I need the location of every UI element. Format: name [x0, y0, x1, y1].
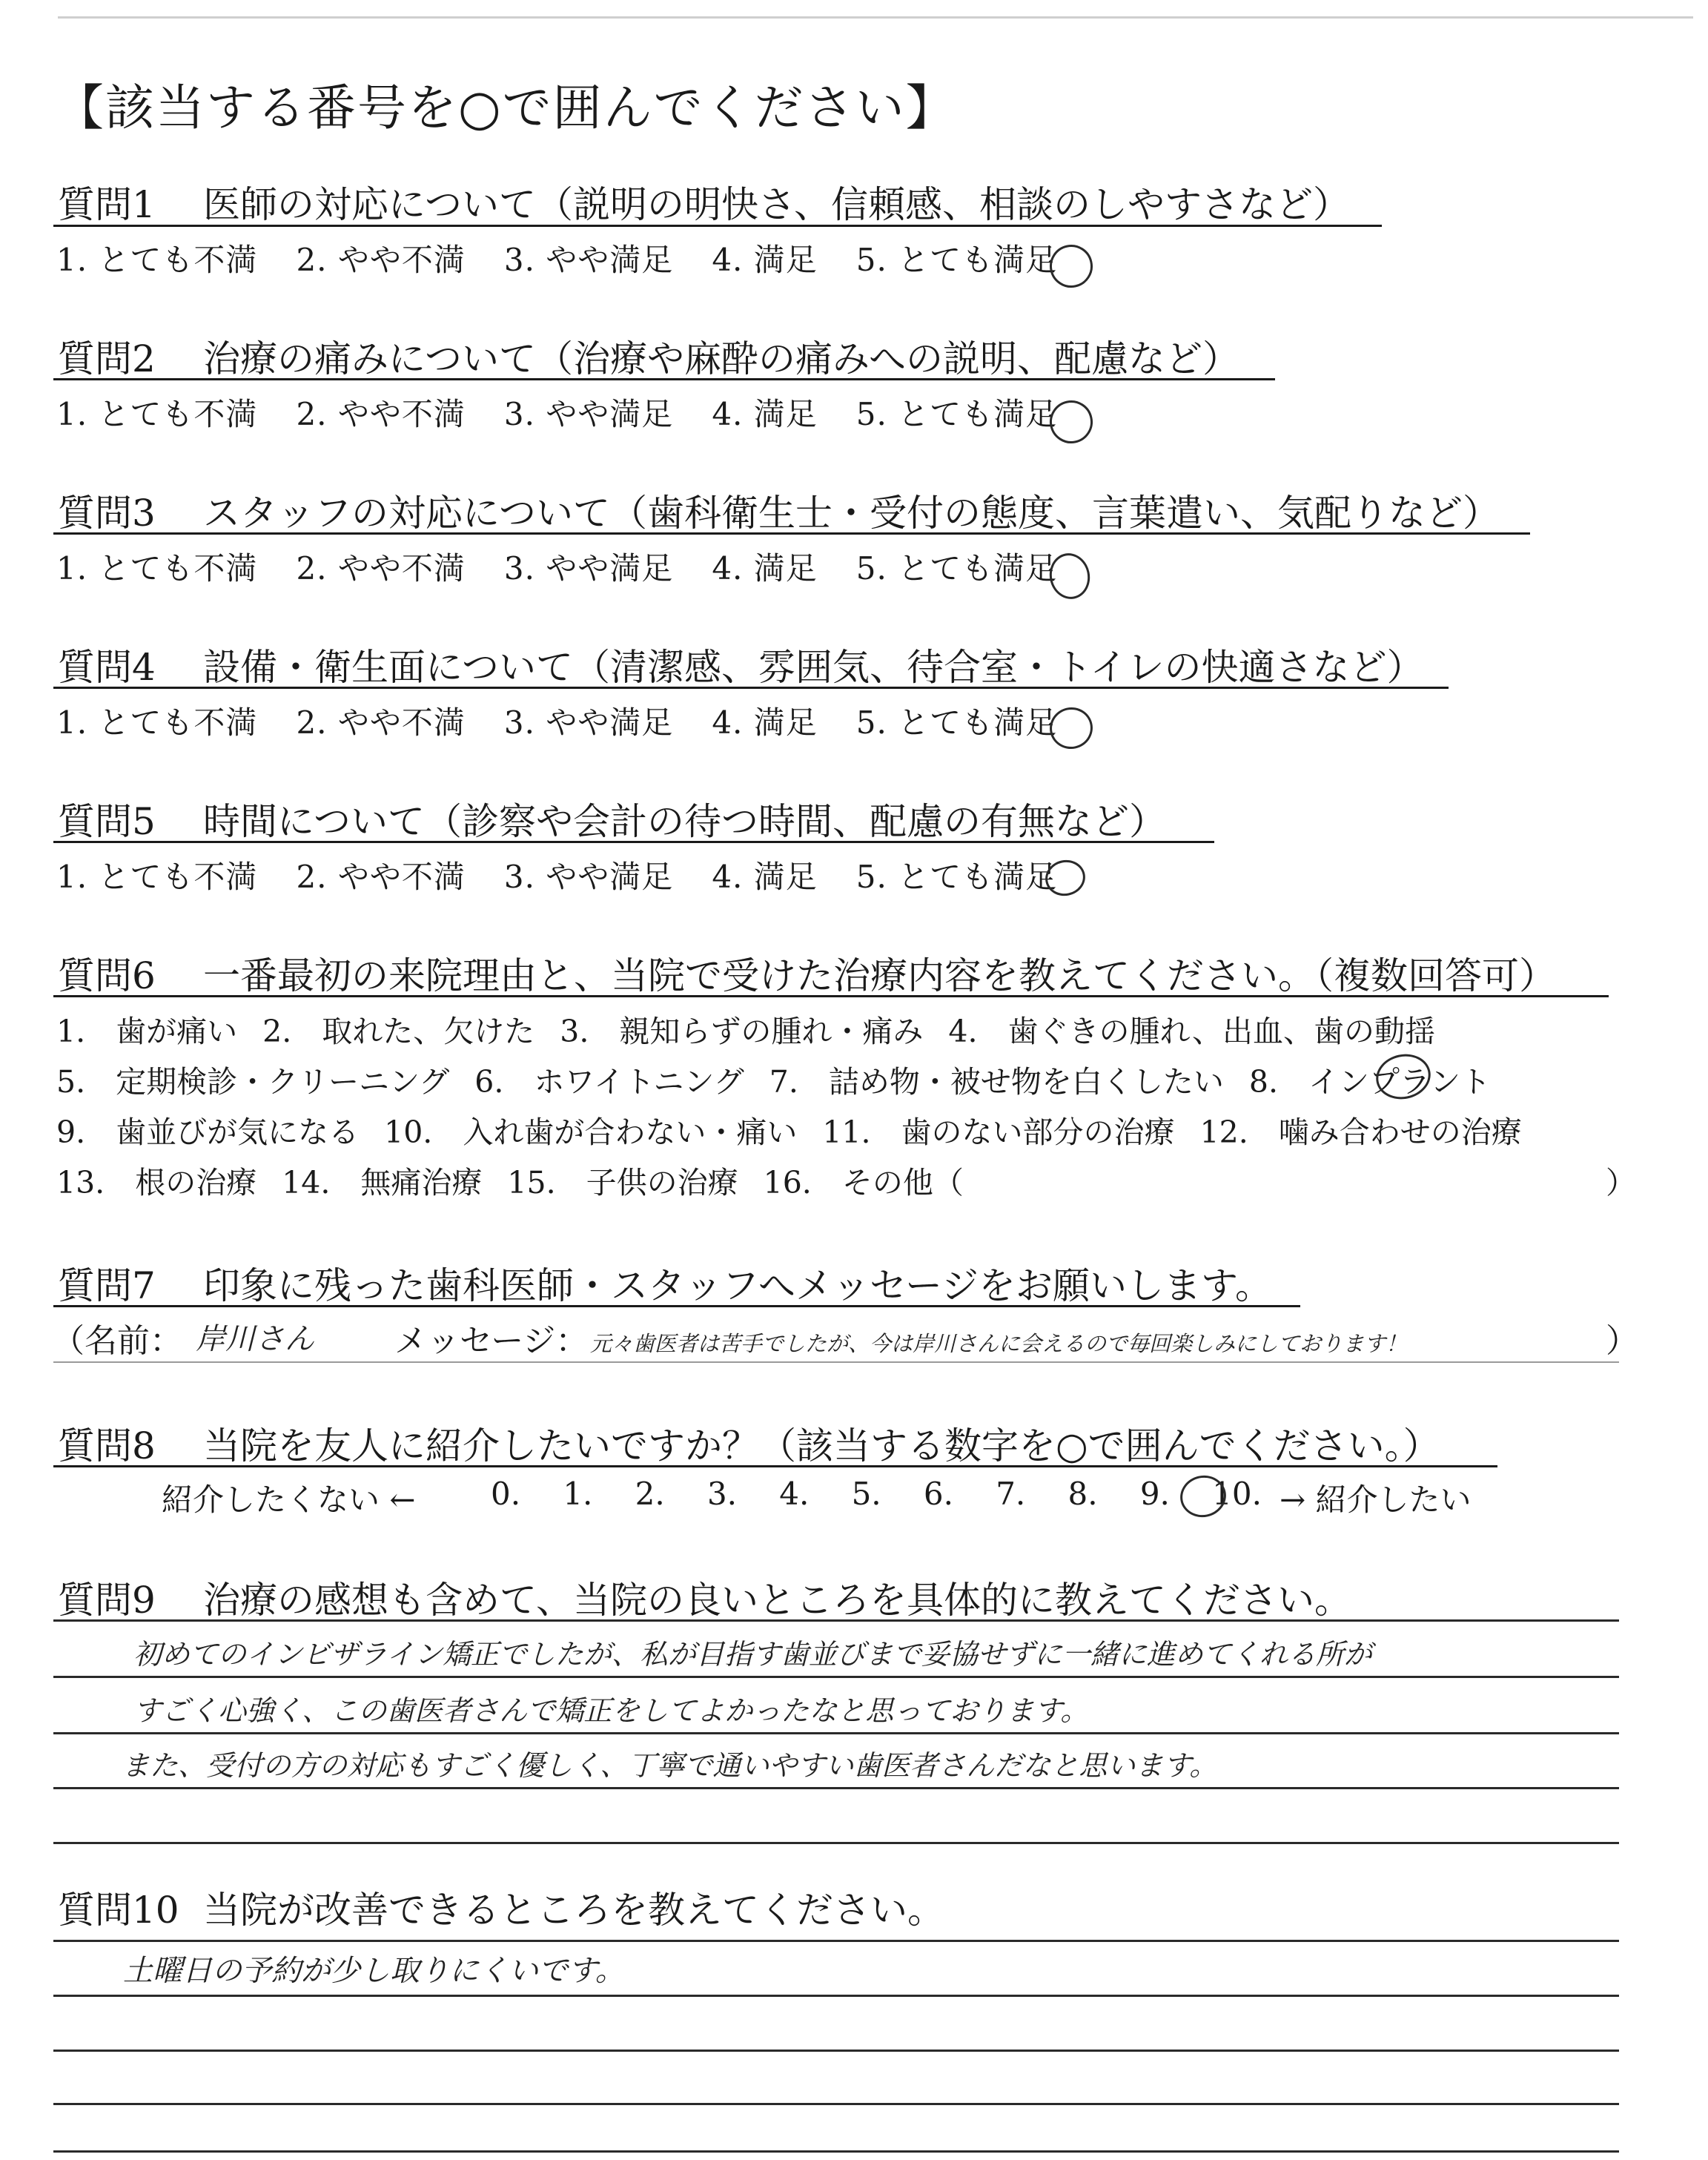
option-3[interactable]: 3. やや満足 [503, 859, 674, 895]
scan-top-edge [58, 16, 1693, 19]
option-1[interactable]: 1. とても不満 [56, 550, 258, 587]
reason-option[interactable]: 14. 無痛治療 [282, 1165, 483, 1200]
question-2-number: 質問2 [58, 337, 156, 380]
option-3[interactable]: 3. やや満足 [503, 242, 674, 278]
question-9-text: 治療の感想も含めて、当院の良いところを具体的に教えてください。 [203, 1579, 1351, 1622]
option-5[interactable]: 5. とても満足 [855, 704, 1058, 741]
name-handwritten[interactable]: 岸川さん [196, 1322, 314, 1356]
answer-line [53, 1619, 1619, 1622]
question-5-number: 質問5 [58, 800, 156, 843]
message-close-paren: ） [1606, 1322, 1638, 1360]
question-6-text: 一番最初の来院理由と、当院で受けた治療内容を教えてください。（複数回答可） [203, 954, 1556, 997]
question-7 [58, 1256, 1272, 1309]
question-6-underline [53, 995, 1609, 997]
question-1-options [56, 236, 1096, 280]
message-line [53, 1361, 1619, 1363]
question-3-text: スタッフの対応について（歯科衛生士・受付の態度、言葉遣い、気配りなど） [203, 492, 1500, 535]
question-1-underline [53, 225, 1382, 227]
question-4-number: 質問4 [58, 646, 156, 689]
option-2[interactable]: 2. やや不満 [296, 704, 466, 741]
reason-option[interactable]: 4. 歯ぐきの腫れ、出血、歯の動揺 [948, 1014, 1435, 1049]
question-1 [58, 175, 1350, 228]
question-1-text: 医師の対応について（説明の明快さ、信頼感、相談のしやすさなど） [203, 183, 1350, 226]
question-5-options [56, 853, 1096, 897]
question-5 [58, 792, 1166, 845]
question-7-underline [53, 1305, 1300, 1307]
question-3 [58, 483, 1500, 537]
question-9-number: 質問9 [58, 1579, 156, 1622]
good-points-line-3[interactable]: また、受付の方の対応もすごく優しく、丁寧で通いやすい歯医者さんだなと思います。 [122, 1749, 1218, 1782]
option-1[interactable]: 1. とても不満 [56, 242, 258, 278]
question-4 [58, 638, 1424, 691]
option-1[interactable]: 1. とても不満 [56, 859, 258, 895]
reason-option[interactable]: 8. インプラント [1248, 1064, 1491, 1100]
question-10-number: 質問10 [58, 1889, 179, 1932]
question-6-row-2 [56, 1057, 1516, 1101]
reason-option[interactable]: 5. 定期検診・クリーニング [56, 1064, 450, 1100]
question-7-number: 質問7 [58, 1264, 156, 1307]
option-2[interactable]: 2. やや不満 [296, 550, 466, 587]
question-5-text: 時間について（診察や会計の待つ時間、配慮の有無など） [203, 800, 1166, 843]
option-5[interactable]: 5. とても満足 [855, 396, 1058, 432]
scale-value[interactable]: 6. [923, 1476, 953, 1512]
question-4-underline [53, 687, 1449, 689]
question-2 [58, 329, 1239, 383]
option-5[interactable]: 5. とても満足 [855, 550, 1058, 587]
question-4-text: 設備・衛生面について（清潔感、雰囲気、待合室・トイレの快適さなど） [203, 646, 1424, 689]
question-8-number: 質問8 [58, 1424, 156, 1467]
reason-option[interactable]: 10. 入れ歯が合わない・痛い [384, 1114, 798, 1150]
question-2-underline [53, 378, 1275, 380]
option-5[interactable]: 5. とても満足 [855, 859, 1058, 895]
question-5-underline [53, 841, 1214, 843]
question-3-options [56, 544, 1096, 589]
question-8-text: 当院を友人に紹介したいですか？（該当する数字を○で囲んでください。） [203, 1424, 1440, 1467]
reason-option[interactable]: 1. 歯が痛い [56, 1014, 238, 1049]
question-6 [58, 946, 1556, 1000]
scale-value[interactable]: 3. [706, 1476, 738, 1512]
question-6-row-4 [56, 1158, 989, 1202]
option-2[interactable]: 2. やや不満 [296, 242, 466, 278]
question-4-options [56, 698, 1096, 743]
option-2[interactable]: 2. やや不満 [296, 859, 466, 895]
answer-line [53, 1676, 1619, 1678]
scale-value[interactable]: 4. [779, 1476, 810, 1512]
scale-right-label: → 紹介したい [1280, 1482, 1472, 1518]
option-5[interactable]: 5. とても満足 [855, 242, 1058, 278]
reason-option[interactable]: 7. 詰め物・被せ物を白くしたい [769, 1064, 1224, 1100]
reason-option[interactable]: 11. 歯のない部分の治療 [822, 1114, 1175, 1150]
question-2-text: 治療の痛みについて（治療や麻酔の痛みへの説明、配慮など） [203, 337, 1239, 380]
reason-option[interactable]: 15. 子供の治療 [507, 1165, 738, 1200]
question-6-row-1 [56, 1007, 1460, 1051]
reason-option[interactable]: 16. その他（ [763, 1165, 964, 1200]
reason-option[interactable]: 9. 歯並びが気になる [56, 1114, 360, 1150]
question-6-row-3 [56, 1108, 1547, 1152]
question-6-number: 質問6 [58, 954, 156, 997]
reason-option[interactable]: 2. 取れた、欠けた [262, 1014, 535, 1049]
other-close-paren: ） [1606, 1165, 1636, 1200]
question-8-underline [53, 1465, 1497, 1467]
scale-value[interactable]: 1. [563, 1476, 593, 1512]
message-label: メッセージ： [394, 1322, 589, 1360]
answer-line [53, 2103, 1619, 2105]
option-1[interactable]: 1. とても不満 [56, 704, 258, 741]
option-4[interactable]: 4. 満足 [712, 550, 818, 587]
answer-line [53, 2150, 1619, 2153]
good-points-line-1[interactable]: 初めてのインビザライン矯正でしたが、私が目指す歯並びまで妥協せずに一緒に進めてくれる所が [133, 1638, 1372, 1671]
option-4[interactable]: 4. 満足 [712, 859, 818, 895]
message-handwritten[interactable]: 元々歯医者は苦手でしたが、今は岸川さんに会えるので毎回楽しみにしております！ [590, 1331, 1408, 1356]
reason-option[interactable]: 12. 噛み合わせの治療 [1199, 1114, 1522, 1150]
improvement-line-1[interactable]: 土曜日の予約が少し取りにくいです。 [123, 1954, 625, 1988]
question-3-number: 質問3 [58, 492, 156, 535]
scale-value[interactable]: 8. [1068, 1476, 1098, 1512]
question-10-text: 当院が改善できるところを教えてください。 [203, 1889, 944, 1932]
option-3[interactable]: 3. やや満足 [503, 550, 674, 587]
option-2[interactable]: 2. やや不満 [296, 396, 466, 432]
reason-option[interactable]: 3. 親知らずの腫れ・痛み [560, 1014, 924, 1049]
scale-value[interactable]: 10. [1212, 1476, 1262, 1512]
reason-option[interactable]: 13. 根の治療 [56, 1165, 257, 1200]
question-10 [58, 1880, 944, 1934]
answer-line [53, 1995, 1619, 1997]
option-4[interactable]: 4. 満足 [712, 242, 818, 278]
answer-line [53, 2050, 1619, 2052]
question-3-underline [53, 532, 1530, 535]
answer-line [53, 1787, 1619, 1789]
answer-line [53, 1842, 1619, 1844]
question-8 [58, 1416, 1440, 1470]
question-7-text: 印象に残った歯科医師・スタッフへメッセージをお願いします。 [203, 1264, 1272, 1307]
option-4[interactable]: 4. 満足 [712, 396, 818, 432]
option-3[interactable]: 3. やや満足 [503, 396, 674, 432]
answer-line [53, 1940, 1619, 1942]
good-points-line-2[interactable]: すごく心強く、この歯医者さんで矯正をしてよかったなと思っております。 [133, 1694, 1089, 1727]
scale-value[interactable]: 5. [851, 1476, 881, 1512]
answer-line [53, 1732, 1619, 1734]
question-1-number: 質問1 [58, 183, 156, 226]
question-9 [58, 1571, 1351, 1624]
recommend-scale [491, 1476, 1262, 1512]
name-label: （名前： [52, 1322, 182, 1360]
option-3[interactable]: 3. やや満足 [503, 704, 674, 741]
scale-value[interactable]: 7. [996, 1476, 1026, 1512]
reason-option[interactable]: 6. ホワイトニング [474, 1064, 744, 1100]
scale-left-label: 紹介したくない ← [162, 1482, 416, 1518]
option-1[interactable]: 1. とても不満 [56, 396, 258, 432]
scale-value[interactable]: 0. [491, 1476, 521, 1512]
option-4[interactable]: 4. 満足 [712, 704, 818, 741]
scale-value[interactable]: 9. [1139, 1476, 1170, 1512]
question-2-options [56, 390, 1096, 435]
scale-value[interactable]: 2. [635, 1476, 665, 1512]
page-heading: 【該当する番号を○で囲んでください】 [55, 79, 956, 136]
